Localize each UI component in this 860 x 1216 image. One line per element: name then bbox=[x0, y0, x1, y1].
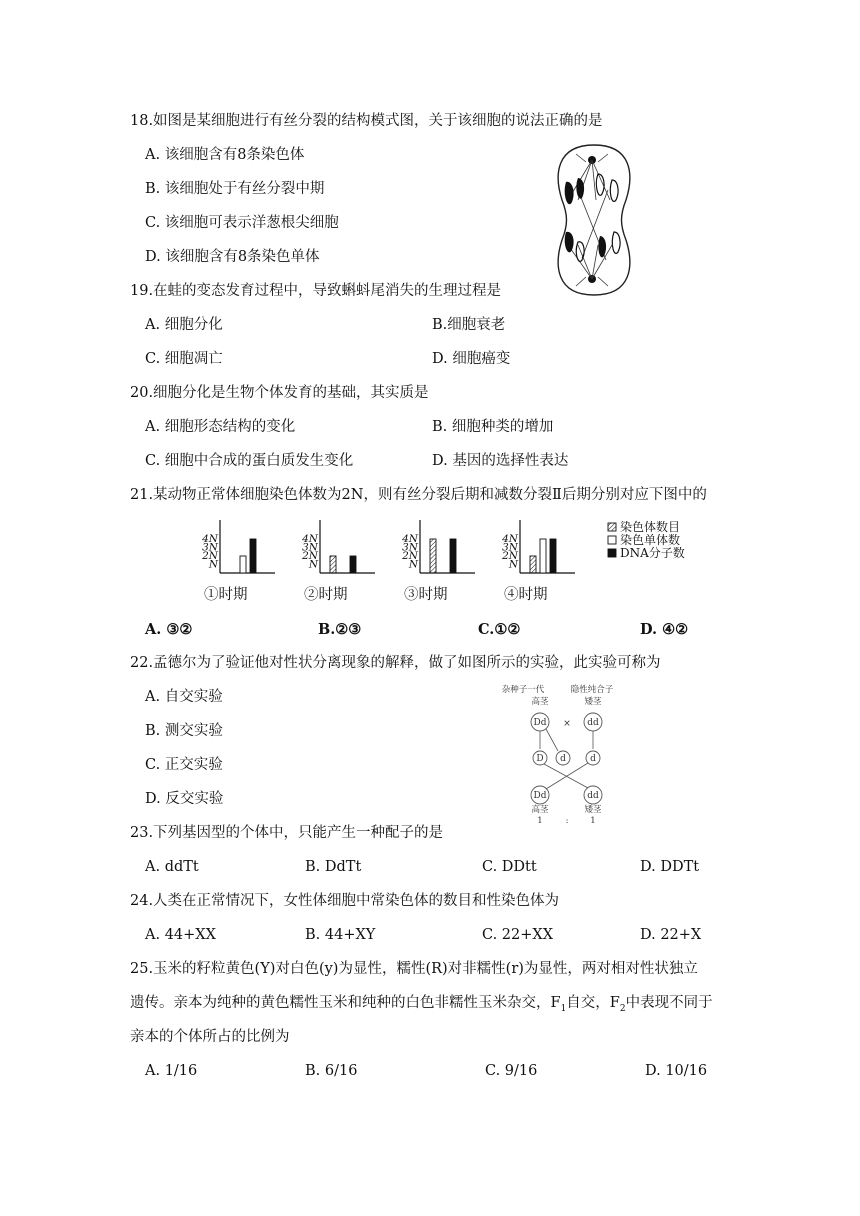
q24-stem: 24.人类在正常情况下，女性体细胞中常染色体的数目和性染色体为 bbox=[130, 893, 560, 909]
y-tick-label: 4N bbox=[502, 533, 518, 545]
q21-stem: 21.某动物正常体细胞染色体数为2N，则有丝分裂后期和减数分裂Ⅱ后期分别对应下图中的 bbox=[130, 487, 707, 503]
q24-option-d[interactable]: D. 22+X bbox=[640, 927, 702, 943]
gamete-d-lower-1: d bbox=[560, 754, 566, 764]
q19-option-d[interactable]: D. 细胞癌变 bbox=[432, 351, 511, 367]
offspring-dd-recessive: dd bbox=[587, 791, 599, 801]
y-tick-label: N bbox=[308, 558, 318, 571]
q19-option-a[interactable]: A. 细胞分化 bbox=[145, 317, 223, 333]
q23-option-d[interactable]: D. DDTt bbox=[640, 859, 700, 875]
y-tick-label: N bbox=[508, 558, 518, 571]
q20-option-a[interactable]: A. 细胞形态结构的变化 bbox=[145, 419, 296, 435]
mitosis-cell-figure bbox=[548, 140, 640, 300]
y-tick-label: 2N bbox=[202, 550, 218, 562]
parent-dd-recessive: dd bbox=[587, 718, 599, 728]
q21-bar-charts bbox=[190, 515, 710, 610]
period-label: ②时期 bbox=[304, 587, 348, 603]
q20-option-b[interactable]: B. 细胞种类的增加 bbox=[432, 419, 554, 435]
q22-stem: 22.孟德尔为了验证他对性状分离现象的解释，做了如图所示的实验，此实验可称为 bbox=[130, 655, 661, 671]
q22-option-b[interactable]: B. 测交实验 bbox=[145, 723, 223, 739]
y-tick-label: 4N bbox=[202, 533, 218, 545]
y-tick-label: 3N bbox=[202, 541, 218, 554]
ratio-separator: : bbox=[565, 816, 569, 824]
testcross-diagram bbox=[500, 682, 630, 824]
y-tick-label: 2N bbox=[502, 550, 518, 562]
bar-2 bbox=[540, 539, 546, 573]
q20-option-d[interactable]: D. 基因的选择性表达 bbox=[432, 453, 569, 469]
bar-3 bbox=[450, 539, 456, 573]
q25-option-b[interactable]: B. 6/16 bbox=[305, 1063, 358, 1079]
q20-stem: 20.细胞分化是生物个体发育的基础，其实质是 bbox=[130, 385, 429, 401]
ratio-right: 1 bbox=[590, 816, 596, 824]
q25-stem-line-2: 遗传。亲本为纯种的黄色糯性玉米和纯种的白色非糯性玉米杂交，$F_1$自交，$F_2$中表现不同于 bbox=[130, 995, 713, 1014]
q18-option-b[interactable]: B. 该细胞处于有丝分裂中期 bbox=[145, 181, 325, 197]
period-label: ④时期 bbox=[504, 587, 548, 603]
bar-1 bbox=[330, 556, 336, 573]
q21-option-a[interactable]: A. ③② bbox=[145, 621, 193, 638]
q24-option-c[interactable]: C. 22+XX bbox=[482, 927, 554, 943]
y-tick-label: N bbox=[408, 558, 418, 571]
y-tick-label: 4N bbox=[302, 533, 318, 545]
gamete-d-upper: D bbox=[536, 754, 544, 764]
left-parent-trait: 高茎 bbox=[531, 697, 549, 707]
q18-stem: 18.如图是某细胞进行有丝分裂的结构模式图，关于该细胞的说法正确的是 bbox=[130, 113, 603, 129]
y-tick-label: N bbox=[208, 558, 218, 571]
q22-option-c[interactable]: C. 正交实验 bbox=[145, 757, 223, 773]
q23-option-c[interactable]: C. DDtt bbox=[482, 859, 537, 875]
right-parent-trait: 矮茎 bbox=[584, 697, 602, 707]
q18-option-d[interactable]: D. 该细胞含有8条染色单体 bbox=[145, 249, 320, 265]
y-tick-label: 2N bbox=[402, 550, 418, 562]
bar-3 bbox=[250, 539, 256, 573]
q25-option-c[interactable]: C. 9/16 bbox=[485, 1063, 538, 1079]
bar-1 bbox=[530, 556, 536, 573]
parent-dd-hetero: Dd bbox=[533, 718, 547, 728]
q20-option-c[interactable]: C. 细胞中合成的蛋白质发生变化 bbox=[145, 453, 354, 469]
legend-label: 染色单体数 bbox=[620, 533, 681, 547]
bar-2 bbox=[240, 556, 246, 573]
y-tick-label: 4N bbox=[402, 533, 418, 545]
legend-swatch bbox=[608, 523, 616, 531]
legend-label: DNA分子数 bbox=[620, 546, 685, 560]
q23-option-b[interactable]: B. DdTt bbox=[305, 859, 362, 875]
ratio-left: 1 bbox=[537, 816, 543, 824]
legend-label: 染色体数目 bbox=[620, 520, 681, 534]
y-tick-label: 3N bbox=[302, 541, 318, 554]
cross-symbol: × bbox=[563, 719, 571, 729]
q23-stem: 23.下列基因型的个体中，只能产生一种配子的是 bbox=[130, 825, 444, 841]
offspring-dd-hetero: Dd bbox=[533, 791, 547, 801]
y-tick-label: 2N bbox=[302, 550, 318, 562]
q25-stem-line-3: 亲本的个体所占的比例为 bbox=[130, 1029, 290, 1045]
q19-option-c[interactable]: C. 细胞凋亡 bbox=[145, 351, 223, 367]
q24-option-a[interactable]: A. 44+XX bbox=[145, 927, 216, 943]
q24-option-b[interactable]: B. 44+XY bbox=[305, 927, 376, 943]
left-parent-title: 杂种子一代 bbox=[501, 685, 545, 695]
q23-option-a[interactable]: A. ddTt bbox=[145, 859, 199, 875]
q19-option-b[interactable]: B.细胞衰老 bbox=[432, 317, 506, 333]
bar-3 bbox=[550, 539, 556, 573]
q25-stem-line-1: 25.玉米的籽粒黄色(Y)对白色(y)为显性，糯性(R)对非糯性(r)为显性，两对相对性状独立 bbox=[130, 961, 698, 977]
q19-stem: 19.在蛙的变态发育过程中，导致蝌蚪尾消失的生理过程是 bbox=[130, 283, 502, 299]
q18-option-c[interactable]: C. 该细胞可表示洋葱根尖细胞 bbox=[145, 215, 339, 231]
bar-3 bbox=[350, 556, 356, 573]
bar-1 bbox=[430, 539, 436, 573]
gamete-d-lower-2: d bbox=[590, 754, 596, 764]
q18-option-a[interactable]: A. 该细胞含有8条染色体 bbox=[145, 147, 305, 163]
period-label: ③时期 bbox=[404, 587, 448, 603]
legend-swatch bbox=[608, 536, 616, 544]
q22-option-d[interactable]: D. 反交实验 bbox=[145, 791, 224, 807]
y-tick-label: 3N bbox=[402, 541, 418, 554]
q25-option-d[interactable]: D. 10/16 bbox=[645, 1063, 708, 1079]
legend-swatch bbox=[608, 549, 616, 557]
q21-option-b[interactable]: B.②③ bbox=[318, 621, 362, 638]
q22-option-a[interactable]: A. 自交实验 bbox=[145, 689, 223, 705]
offspring-left-trait: 高茎 bbox=[531, 805, 549, 815]
y-tick-label: 3N bbox=[502, 541, 518, 554]
offspring-right-trait: 矮茎 bbox=[584, 805, 602, 815]
q25-option-a[interactable]: A. 1/16 bbox=[145, 1063, 198, 1079]
q21-option-d[interactable]: D. ④② bbox=[640, 621, 689, 638]
period-label: ①时期 bbox=[204, 587, 248, 603]
q21-option-c[interactable]: C.①② bbox=[478, 621, 521, 638]
right-parent-title: 隐性纯合子 bbox=[570, 685, 614, 695]
